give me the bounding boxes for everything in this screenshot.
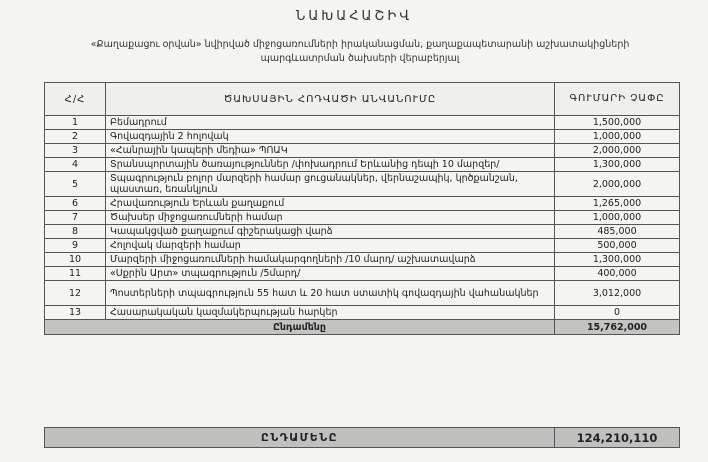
row-num: 11 <box>45 267 106 281</box>
row-name: Ծախսեր միջոցառումների համար <box>106 211 555 225</box>
row-num: 6 <box>45 197 106 211</box>
table-row <box>45 158 680 172</box>
row-name: «Հանրային կապերի մեդիա» ՊՈԱԿ <box>106 144 555 158</box>
document-title: ՆԱԽԱՀԱՇԻՎ <box>295 9 413 24</box>
table-row <box>45 267 680 281</box>
row-amount: 400,000 <box>555 267 680 281</box>
grand-total-row <box>45 428 680 448</box>
row-amount: 1,000,000 <box>555 211 680 225</box>
table-row <box>45 306 680 320</box>
row-name: Կապակցված քաղաքում գիշերակացի վարձ <box>106 225 555 239</box>
row-amount: 1,000,000 <box>555 130 680 144</box>
grand-total-table <box>44 427 680 448</box>
row-name: Բեմադրում <box>106 116 555 130</box>
table-header-row <box>45 83 680 116</box>
row-num: 3 <box>45 144 106 158</box>
row-amount: 2,000,000 <box>555 144 680 158</box>
budget-table <box>44 82 680 335</box>
row-name: Տրանսպորտային ծառայություններ /փոխադրում Երևանից դեպի 10 մարզեր/ <box>106 158 555 172</box>
row-name: Մարզերի միջոցառումների համակարգողների /10 մարդ/ աշխատավարձ <box>106 253 555 267</box>
row-num: 2 <box>45 130 106 144</box>
grand-total-label: ԸՆԴԱՄԵՆԸ <box>45 428 555 448</box>
subtotal-row <box>45 320 680 335</box>
header-num: Հ/Հ <box>45 83 106 116</box>
row-amount: 1,300,000 <box>555 253 680 267</box>
header-name: ԾԱԽՍԱՅԻՆ ՀՈԴՎԱԾԻ ԱՆՎԱՆՈՒՄԸ <box>106 83 555 116</box>
row-name: Տպագրություն բոլոր մարզերի համար ցուցանակներ, վերնաշապիկ, կրծքանշան, պաստառ, եռանկյուն <box>106 172 555 197</box>
row-amount: 485,000 <box>555 225 680 239</box>
row-num: 8 <box>45 225 106 239</box>
row-amount: 1,500,000 <box>555 116 680 130</box>
table-row <box>45 197 680 211</box>
row-name: Հրավառություն Երևան քաղաքում <box>106 197 555 211</box>
table-row <box>45 281 680 306</box>
header-amount: ԳՈՒՄԱՐԻ ՉԱՓԸ <box>555 83 680 116</box>
row-num: 5 <box>45 172 106 197</box>
row-name: «Սքրին Արտ» տպագրություն /5մարդ/ <box>106 267 555 281</box>
row-amount: 1,265,000 <box>555 197 680 211</box>
table-row <box>45 239 680 253</box>
row-num: 7 <box>45 211 106 225</box>
row-num: 4 <box>45 158 106 172</box>
row-name: Գովազդային 2 հոլովակ <box>106 130 555 144</box>
row-num: 1 <box>45 116 106 130</box>
row-name: Պոստերների տպագրություն 55 հատ և 20 հատ ստատիկ գովազդային վահանակներ <box>106 281 555 306</box>
row-amount: 2,000,000 <box>555 172 680 197</box>
table-row <box>45 172 680 197</box>
row-num: 9 <box>45 239 106 253</box>
subtotal-label: Ընդամենը <box>45 320 555 335</box>
row-amount: 500,000 <box>555 239 680 253</box>
row-name: Հոլովակ մարզերի համար <box>106 239 555 253</box>
table-row <box>45 225 680 239</box>
table-row <box>45 253 680 267</box>
row-num: 13 <box>45 306 106 320</box>
table-row <box>45 144 680 158</box>
row-amount: 1,300,000 <box>555 158 680 172</box>
table-row <box>45 130 680 144</box>
row-amount: 3,012,000 <box>555 281 680 306</box>
row-num: 10 <box>45 253 106 267</box>
row-name: Հասարակական կազմակերպության հարկեր <box>106 306 555 320</box>
document-subtitle: «Քաղաքացու օրվան» նվիրված միջոցառումների իրականացման, քաղաքապետարանի աշխատակիցների պարգևատրման ծախսերի վերաբերյալ <box>90 39 630 64</box>
table-row <box>45 211 680 225</box>
subtotal-value: 15,762,000 <box>555 320 680 335</box>
row-amount: 0 <box>555 306 680 320</box>
table-row <box>45 116 680 130</box>
grand-total-value: 124,210,110 <box>555 428 680 448</box>
row-num: 12 <box>45 281 106 306</box>
